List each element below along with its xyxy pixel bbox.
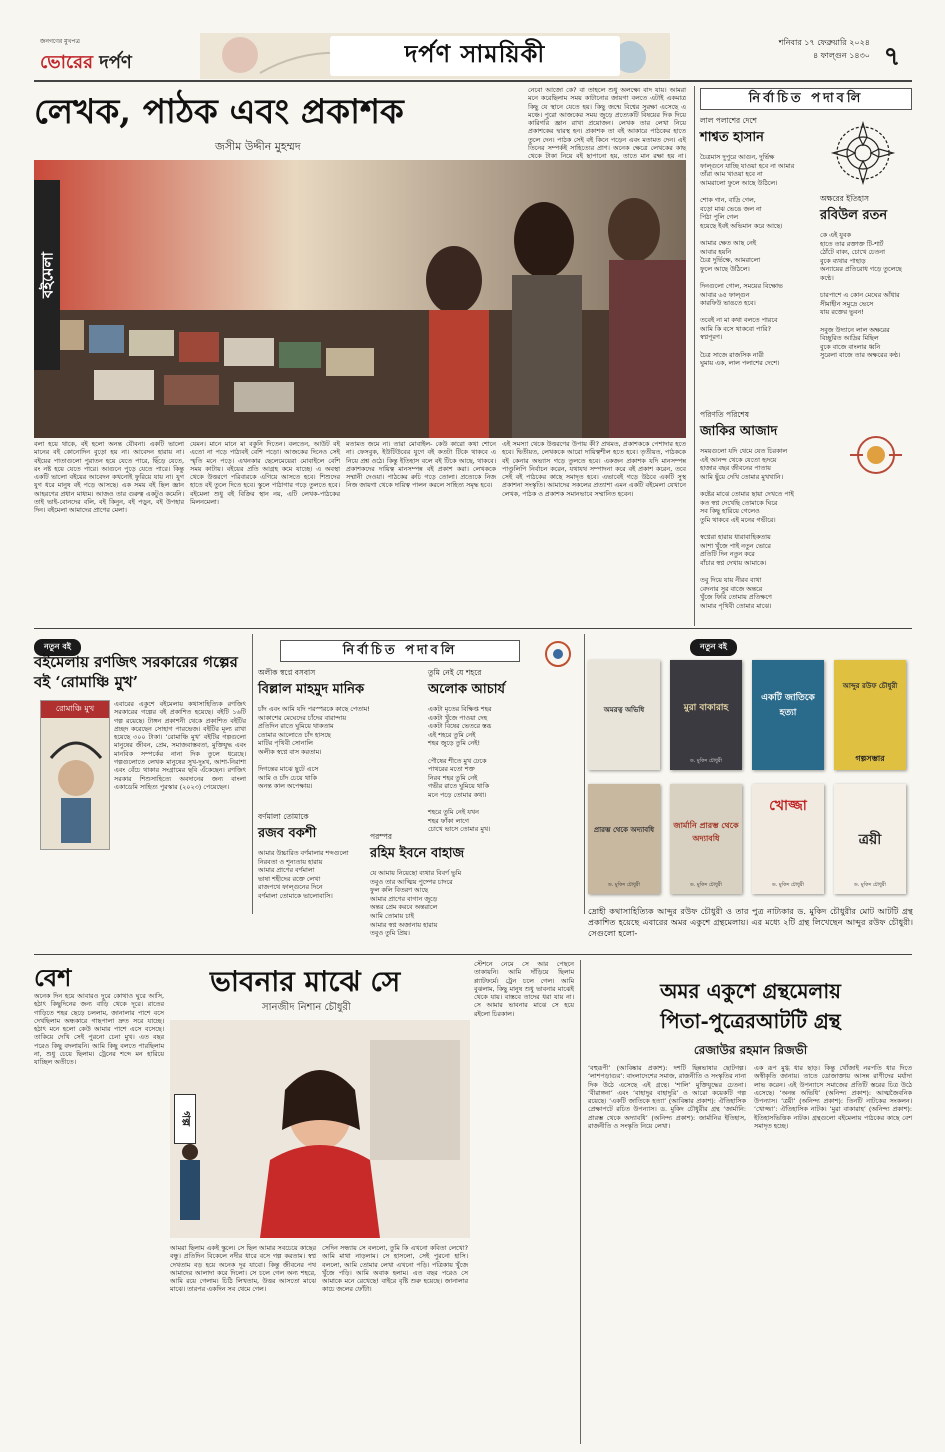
book-cover-2[interactable] xyxy=(670,660,742,770)
book-2-author: ড. মুকিদ চৌধুরী xyxy=(690,758,722,764)
poem-mid-3-poet: রজব বকশী xyxy=(258,826,317,841)
date-bengali: ৪ ফাল্গুন ১৪৩০ xyxy=(812,51,870,60)
poem-1-title: লাল পলাশের দেশে xyxy=(700,116,757,125)
new-book-label xyxy=(34,634,234,650)
section-banner xyxy=(330,36,620,76)
poem-card-3 xyxy=(700,410,840,620)
poem-2-title: অক্ষরের ইতিহাস xyxy=(820,194,869,203)
ornament-rosette-icon xyxy=(535,636,581,672)
feature-headline-line1: অমর একুশে গ্রন্থমেলায় xyxy=(660,979,841,1003)
brand-tagline: জনগণের মুখপত্র xyxy=(40,38,80,45)
book-4-subtitle: গল্পসম্ভার xyxy=(855,754,885,763)
poem-mid-3-title: বর্ণমালা তোমাকে xyxy=(258,812,309,821)
book-1-title: অমরত্ব অভিধি xyxy=(603,706,645,714)
brand-name-part-b: দর্পণ xyxy=(92,52,132,73)
section-rule-1 xyxy=(34,628,912,629)
page-number: ৭ xyxy=(883,42,901,72)
sidebar-divider xyxy=(694,86,695,626)
book-7-author: ড. মুকিদ চৌধুরী xyxy=(772,882,804,888)
cover-title-band: রোমাঞ্চি মুখ xyxy=(41,701,109,718)
book-7-title: খোজ্জা xyxy=(769,798,807,814)
feature-byline: রেজাউর রহমান রিজভী xyxy=(693,1043,808,1057)
bookfair-photo-image xyxy=(34,160,686,438)
poem-mid-1 xyxy=(258,668,420,808)
poem-mid-4-poet: রহিম ইবনে বাহাজ xyxy=(370,846,465,861)
feature-headline xyxy=(588,976,913,1036)
lead-column-c: যেমন। মানে মানে মা বকুনি দিতেন। বলতেন, আউট বই এতো না পড়ে পাঠ্যবই বেশি পড়ো। আজকের দিনেও সেই স্মৃতি মনে পড়ে। এখনকার ছেলেমেয়েরা মোবাইলে বেশি সময় কাটায়। বইয়ের প্রতি আগ্রহ কমে যাচ্ছে। এ অবস্থা থেকে উত্তরণে পরিবারকে এগিয়ে আসতে হবে। শিশুদের হাতে বই তুলে দিতে হবে। স্কুলে পাঠাগার গড়ে তুলতে হবে। বইমেলা শুধু বই বিক্রির স্থান নয়, এটি লেখক-পাঠকের মিলনমেলা। xyxy=(190,440,340,507)
story-column-d: স্টেশনে নেমে সে আর পেছনে তাকায়নি। আমি দাঁড়িয়ে ছিলাম প্ল্যাটফর্মে। ট্রেন চলে গেল। আমি বুঝলাম, কিছু মানুষ শুধু ভাবনার মাঝেই থেকে যায়। বাস্তবে তাদের ধরা যায় না। সে আমার ভাবনার মাঝে সে হয়ে রইলো চিরকাল। xyxy=(474,960,574,1018)
book-cover-7[interactable] xyxy=(752,784,824,894)
story-title: ভাবনার মাঝে সে xyxy=(210,965,401,998)
story-column-b: আমরা ছিলাম একই স্কুলে। সে ছিল আমার সবচেয়ে কাছের বন্ধু। প্রতিদিন বিকেলে নদীর ধারে বসে গল্প করতাম। স্বপ্ন দেখতাম বড় হয়ে অনেক দূর যাবো। কিন্তু জীবনের পথ আমাদের আলাদা করে দিলো। সে চলে গেল অন্য শহরে, আমি রয়ে গেলাম। চিঠি লিখতাম, উত্তর আসতো মাঝে মাঝে। তারপর একদিন সব থেমে গেল। xyxy=(170,1244,316,1294)
poem-3-text: সময়গুলো যদি থেমে যেত চিরকাল এই আনন্দ থেকে যেতো হৃদয়ে হাজার বছর জীবনের পাতায় আমি ছুঁয়ে দেখি তোমার মুখখানি। কষ্টের মাঝে তোমার ছায়া দেখতে পাই কত স্বপ্ন দেখেছি তোমাকে ঘিরে সব কিছু হারিয়ে গেলেও তুমি থাকবে এই মনের গভীরে। স্বপ্নেরা হারায় ধারাবাহিকতায় আশা খুঁজে পাই নতুন ভোরে প্রতিটি দিন নতুন করে বাঁচার স্বপ্ন দেখায় আমাকে। তবু দিয়ে যায় নীরব ব্যথা বেদনার সুর বাজে অন্তরে খুঁজে ফিরি তোমায় প্রতিক্ষণে আমার পৃথিবী তোমার মাঝে। xyxy=(700,447,794,610)
divider-left-mid xyxy=(252,634,253,914)
new-books-right-label xyxy=(690,634,810,650)
story-dropcap: বেশ xyxy=(34,963,72,992)
book-cover-4[interactable] xyxy=(834,660,906,770)
story-illustration xyxy=(170,1020,470,1238)
brand-name-part-a: ভোরের xyxy=(40,52,93,73)
books-grid xyxy=(588,660,913,906)
book-8-title: ত্রয়ী xyxy=(858,832,882,848)
mandala-ornament-icon xyxy=(820,118,906,188)
book-cover-5[interactable] xyxy=(588,784,660,894)
poem-mid-2-poet: অলোক আচার্য xyxy=(428,682,505,697)
book-5-author: ড. মুকিদ চৌধুরী xyxy=(608,882,640,888)
feature-headline-line2: পিতা-পুত্রেরআটটি গ্রন্থ xyxy=(660,1009,841,1033)
date-gregorian: শনিবার ১৭ ফেব্রুয়ারি ২০২৪ xyxy=(778,38,870,47)
book-cover-6[interactable] xyxy=(670,784,742,894)
poem-mid-1-poet: বিল্লাল মাহমুদ মানিক xyxy=(258,682,365,697)
section-rule-2 xyxy=(34,954,912,955)
poem-mid-1-title: অলীক স্বপ্নে বসবাস xyxy=(258,668,316,677)
issue-date xyxy=(690,36,870,74)
book-4-title: আব্দুর রউফ চৌধুরী xyxy=(842,682,898,690)
bookfair-photo xyxy=(34,160,686,438)
poem-mid-1-text: চাঁদ এবং আমি যদি পরস্পরকে কাছে পেতাম! আকাশের মেঘেদের চাঁদের বারান্দায় প্রতিদিন রাতে ঘুমিয়ে থাকতাম তোমার আলোতে চাঁদ হাসছে মাটির পৃথিবী সোনালি অলীক স্বপ্নে বাস করতাম। দিগন্তের মাঝে ছুটে এসে আমি ও চাঁদ চেয়ে থাকি অনন্ত কাল অপেক্ষায়। xyxy=(258,705,370,791)
new-books-right-pill: নতুন বই xyxy=(690,639,737,656)
new-books-caption: দ্রোহী কথাসাহিত্যিক আব্দুর রউফ চৌধুরী ও তার পুত্র নাট্যকার ড. মুকিদ চৌধুরীর মোট আটটি গ্রন্থ প্রকাশিত হয়েছে এবারের অমর একুশে গ্রন্থমেলায়। এর মধ্যে ২টি গ্রন্থ লিখেছেন আব্দুর রউফ চৌধুরী। সেগুলো হলো- xyxy=(588,906,913,938)
poem-mid-2 xyxy=(428,668,580,834)
poem-card-2 xyxy=(820,194,912,404)
book-8-author: ড. মুকিদ চৌধুরী xyxy=(854,882,886,888)
book-cover-8[interactable] xyxy=(834,784,906,894)
section-title: দর্পণ সাময়িকী xyxy=(404,39,546,68)
poem-card-1 xyxy=(700,116,816,406)
poem-1-text: চৈত্রমাস দুপুরে আগুন, দুর্ভিক্ষ ফাল্গুনে যাচ্ছি যাওয়া হবে না আমার তাঁরা আম খাওয়া হবে না আমরালো ফুলে আছে উঠিলে। শোক গান, বাদ্রি গেল, বড়ো মাঝ ভেঙে জল না পিঠা পুলি গেল হয়েছে ইবই অভিমান করে আছে। আমার ক্ষেত আছ নেই আবার হয়নি চৈত্র দুর্ভিক্ষে, আমরালো ফুলে আছে উঠিলে। দিনগুলো গোল, সময়ের বিক্ষোভ আবার ৬৫ ফাল্গুন কারফিউ ভাঙতে হবে। তবেই না মা কথা বলতে পারবে আমি কি বসে থাকবো পারি? স্বপ্নপূরণ। চৈত্র সাজে রাজসিক নারী ঘুমায় এক, লাল পলাশের দেশে। xyxy=(700,153,795,368)
book-6-author: ড. মুকিদ চৌধুরী xyxy=(690,882,722,888)
bookfair-badge: বইমেলা xyxy=(34,180,60,370)
poem-1-poet: শাশ্বত হাসান xyxy=(700,130,764,145)
genre-tag: গল্প xyxy=(174,1094,196,1144)
new-book-headline: বইমেলায় রণজিৎ সরকারের গল্পের বই ‘রোমাঞ্চি মুখ’ xyxy=(34,653,238,691)
feature-column-a: ‘বহুরূপী’ (আবিষ্কার প্রকাশ): দশটি ছিন্নভাষার ছোটগল্প। ‘লাশপড়াগুর’: বাংলাদেশের সমাজ, রাজনীতি ও সংস্কৃতির নানা দিক উঠে এসেছে এই গ্রন্থে। ‘শালি’ মুক্তিযুদ্ধের চেতনা। ‘বীরাঙ্গনা’ এবং ‘বাহাদুর বাহাদুরি’ ও আরো কয়েকটি গল্প রয়েছে। ‘একটি জাতিকে হত্যা’ (আবিষ্কার প্রকাশ): ঐতিহাসিক প্রেক্ষাপটে রচিত উপন্যাস। ড. মুকিদ চৌধুরীর গ্রন্থ ‘জার্মানি: প্রারম্ভ থেকে অদ্যাবধি’ (অনিন্দ্য প্রকাশ): জার্মানির ইতিহাস, রাজনীতি ও সংস্কৃতি নিয়ে লেখা। xyxy=(588,1064,746,1131)
story-byline: সানজীদ নিশান চৌধুরী xyxy=(262,1002,351,1013)
selected-poems-header: নির্বাচিত পদাবলি xyxy=(700,88,912,110)
poem-3-title: পরিণতি পরিশেষ xyxy=(700,410,750,419)
feature-column-b: এক রূপ মুগ্ধ ধার ছাড়। কিন্তু খোঁজাই নরপতি ধার দিতে অস্বীকৃতি জানায়। তাতে ডোজাক্তায় আসন্ন রাণীদের মর্যাদা লাভ করেন। এই উপন্যাসে সমাজের প্রতিটি স্তরের চিত্র উঠে এসেছে। ‘অনন্ত অভিধি’ (অনিন্দ্য প্রকাশ): আত্মজৈবনিক উপন্যাস। ‘ত্রয়ী’ (অনিন্দ্য প্রকাশ): তিনটি নাটকের সংকলন। ‘খোজ্জা’: ঐতিহাসিক নাটক। ‘মুরা বাকারাহ’ (অনিন্দ্য প্রকাশ): ইতিহাসভিত্তিক নাটক। গ্রন্থগুলো বইমেলায় পাঠকের কাছে বেশ সমাদৃত হচ্ছে। xyxy=(754,1064,912,1131)
lead-byline: জসীম উদ্দীন মুহম্মদ xyxy=(215,140,301,153)
poem-mid-4-kicker: পরম্পর xyxy=(370,832,393,841)
divider-mid-right xyxy=(584,634,585,914)
divider-story-feature xyxy=(580,960,581,1444)
poem-2-text: কে এই যুবক হাতে তার রক্তাক্ত টি-শার্ট ঠোঁটে বাক্য, চোখে চেতনা বুকে ব্যথার পাহাড় অন্যায়ের প্রতিরোধ গড়ে তুলেছে কণ্ঠে। চারপাশে এ কোন মেঘের আঁধার সীমাহীন সমুদ্রে ভেসে যায় রক্তের ভুবন! সবুজ উদ্যানে লাল অক্ষরের বিচ্ছুরিত আদ্রির মিছিল বুকে বাজে বাংলার ধ্বনি সুরেলা বাজে তার অক্ষরের কণ্ঠ। xyxy=(820,231,902,360)
ornament-diya-icon xyxy=(845,425,907,485)
story-column-c: সেদিন সন্ধ্যায় সে বললো, তুমি কি এখনো কবিতা লেখো? আমি মাথা নাড়লাম। সে হাসলো, সেই পুরনো হাসি। বললো, আমি তোমার লেখা এখনো পড়ি। পত্রিকায় খুঁজে খুঁজে পড়ি। আমি অবাক হলাম। এত বছর পরেও সে আমাকে মনে রেখেছে! বাইরে বৃষ্টি শুরু হয়েছে। জানালার কাচে জলের ফোঁটা। xyxy=(322,1244,468,1294)
poem-mid-3-text: আমার উচ্চারিত বর্ণমালার শব্দগুলো নিরবতা ও শূন্যতায় হারায় আমার প্রাণের বর্ণমালা ভাষা শহীদের রক্তে লেখা রাজপথে ফাল্গুনের দিনে বর্ণমালা তোমাকে ভালোবাসি। xyxy=(258,849,349,900)
lead-headline: লেখক, পাঠক এবং প্রকাশক xyxy=(34,92,404,132)
book-cover-1[interactable] xyxy=(588,660,660,770)
book-2-title: মুরা বাকারাহ xyxy=(683,703,729,713)
book-5-title: প্রারম্ভ থেকে অদ্যাবধি xyxy=(593,826,655,834)
selected-poems-mid-header: নির্বাচিত পদাবলি xyxy=(280,640,520,662)
poem-mid-4-text: যে আমায় নিয়েছো ব্যথার বিবর্ণ ভুমি তবুও তার আত্মিয় পুষ্পের চাদরে ফুল কলি বিতরণ আছে আমার প্রাণের বাগান জুড়ে অন্তর প্রেম করবে অন্তরালে আমি তোমায় চাই আমার স্বপ্ন অজানায় হারায় তবুও তুমি প্রিয়। xyxy=(370,869,462,938)
poem-3-poet: জাকির আজাদ xyxy=(700,424,778,439)
lead-column-a: নেবো আজো কে? বা তাহলে শুধু অলক্ষ্যে বাদ যায়। আমরা মনে করেছিলাম সময় কাটানোর জায়গা বলতে এটাই একমাত্র কিছু যে স্থানে যেতে হয়। কিছু জন্মে বিশ্বের সুরক্ষা এসেছে এ মঞ্চে। পুরো আজকের সময় জুড়ে প্রত্যেকটি বিষয়ের দিক দিয়ে কারিগরি জ্ঞান রাখা প্রয়োজন। লেখক তার লেখা নিয়ে প্রকাশকের দ্বারস্থ হন। প্রকাশক তা বই আকারে পাঠকের হাতে তুলে দেন। পাঠক সেই বই কিনে পড়েন এবং মতামত দেন। এই তিনের সম্পর্কই সাহিত্যের প্রাণ। অনেক ক্ষেত্রে লেখকের কাছ থেকে টাকা নিয়ে বই ছাপানো হয়, তাতে মান রক্ষা হয় না। xyxy=(528,86,686,161)
story-column-a: অনেক দিন হয়ে আবারও দুরে কোথাও ঘুরে আসি, হঠাৎ কিছুদিনের জন্য বাড়ি থেকে দূরে। রাতের গাড়িতে শহর ছেড়ে চললাম, জানালার পাশে বসে দেখছিলাম অন্ধকারে গাছপালা দ্রুত সরে যাচ্ছে। হঠাৎ মনে হলো কেউ আমার পাশে এসে বসেছে। তাকিয়ে দেখি সেই পুরনো চেনা মুখ। এত বছর পরেও কিছু বদলায়নি। আমি কিছু বলতে পারছিলাম না, শুধু চেয়ে ছিলাম। ট্রেনের শব্দে মন হারিয়ে যাচ্ছিল অতীতে। xyxy=(34,992,164,1067)
new-book-body-text: এবারের একুশে বইমেলায় কথাসাহিত্যিক রণজিৎ সরকারের গল্পের বই প্রকাশিত হয়েছে। বইটি ১৬টি গল্প রয়েছে। টাঙ্গন প্রকাশনী থেকে প্রকাশিত বইটির প্রচ্ছদ করেছেন সোহাগ পারভেজ। বইটির মূল্য রাখা হয়েছে ৩০০ টাকা। ‘রোমাঞ্চি মুখ’ বইটির গল্পগুলো মানুষের জীবন, প্রেম, সমাজবাস্তবতা, মুক্তিযুদ্ধ এবং মানবিক সম্পর্কের নানা দিক তুলে ধরেছে। গল্পগুলোতে লেখক মানুষের সুখ-দুঃখ, আশা-নিরাশা এবং বেঁচে থাকার সংগ্রামের ছবি এঁকেছেন। রণজিৎ সরকার শিশুসাহিত্যে অবদানের জন্য বাংলা একাডেমি সাহিত্য পুরস্কার (২০২৩) পেয়েছেন। xyxy=(114,700,246,791)
lead-column-e: এই সমস্যা থেকে উত্তরণের উপায় কী? প্রথমত, প্রকাশককে পেশাদার হতে হবে। দ্বিতীয়ত, লেখককে আরো দায়িত্বশীল হতে হবে। তৃতীয়ত, পাঠককে বই কেনার অভ্যাস গড়ে তুলতে হবে। একজন প্রকাশক যদি মানসম্পন্ন পাণ্ডুলিপি নির্বাচন করেন, যথাযথ সম্পাদনা করে বই প্রকাশ করেন, তবে সেই বই পাঠকের কাছে সমাদৃত হবে। এভাবেই গড়ে উঠবে একটি সুস্থ প্রকাশনা সংস্কৃতি। আমাদের সকলের প্রত্যাশা এমন একটি বইমেলা যেখানে লেখক, পাঠক ও প্রকাশক সমানভাবে সম্মানিত হবেন। xyxy=(502,440,686,498)
book-3-title: একটি জাতিকে হত্যা xyxy=(761,693,815,718)
woman-portrait-illustration xyxy=(170,1020,470,1238)
brand-logo[interactable] xyxy=(40,36,190,72)
book-6-title: জার্মানি প্রারম্ভ থেকে অদ্যাবধি xyxy=(673,821,739,843)
new-book-body xyxy=(34,700,246,912)
masthead xyxy=(0,0,945,80)
poem-mid-4 xyxy=(370,832,580,938)
book-cover-3[interactable] xyxy=(752,660,824,770)
new-book-pill: নতুন বই xyxy=(34,639,81,656)
poem-mid-2-title: তুমি নেই যে শহরে xyxy=(428,668,482,677)
lead-column-d: মতামত জমে না। তারা মোবাইল- কেউ কারো কথা শোনে না। ফেসবুক, ইউটিউবের যুগে বই কতটা টিকে থাকবে এ নিয়ে প্রশ্ন ওঠে। কিন্তু ইতিহাস বলে বই টিকে আছে, থাকবে। প্রকাশকদের দায়িত্ব মানসম্পন্ন বই প্রকাশ করা। লেখককে সম্মানী দেওয়া। পাঠকের রুচি গড়ে তোলা। প্রত্যেকে নিজ নিজ জায়গা থেকে দায়িত্ব পালন করলে সাহিত্য সমৃদ্ধ হবে। xyxy=(346,440,496,490)
masthead-rule xyxy=(34,80,912,82)
lead-column-b: বলা হয়ে থাকে, বই হলো অনন্ত যৌবনা। একটি ভালো মানের বই কোনোদিন বুড়ো হয় না। আবেদন হারায় না। বইয়ের পাতাগুলো পুরাতন হয়ে যেতে পারে, ছিঁড়ে যেতে, রং নষ্ট হয়ে যেতে পারে। আগুনে পুড়ে যেতে পারে। কিন্তু একটি ভালো বইয়ের আবেদন কখনোই ফুরিয়ে যায় না। যুগ যুগ ধরে মানুষ বই পড়ে আসছে। এক সময় বই ছিল জ্ঞান আহরণের প্রধান মাধ্যম। আজও তার গুরুত্ব একটুও কমেনি। তাই ভাই-বোনদের বলি, বই কিনুন, বই পড়ুন, বই উপহার দিন। বইমেলা আমাদের প্রাণের মেলা। xyxy=(34,440,184,515)
poem-2-poet: রবিউল রতন xyxy=(820,208,888,223)
poem-mid-2-text: একটা মৃতের বিক্ষিপ্ত শহর একটা খুঁজে পাওয়া দেহ একটা বিষের ভেতরে স্তব্ধ এই শহরে তুমি নেই শহর জুড়ে তুমি নেই! পৌষের শীতে মুখ ঢেকে পাথরের মতো শক্ত নিরব শহর তুমি নেই গভীর রাতে ঘুমিয়ে থাকি মনে পড়ে তোমার কথা। শহরে তুমি নেই যখন শহর ফাঁকা লাগে চোখে ভাসে তোমার মুখ। xyxy=(428,705,492,834)
brand-name xyxy=(40,48,190,79)
